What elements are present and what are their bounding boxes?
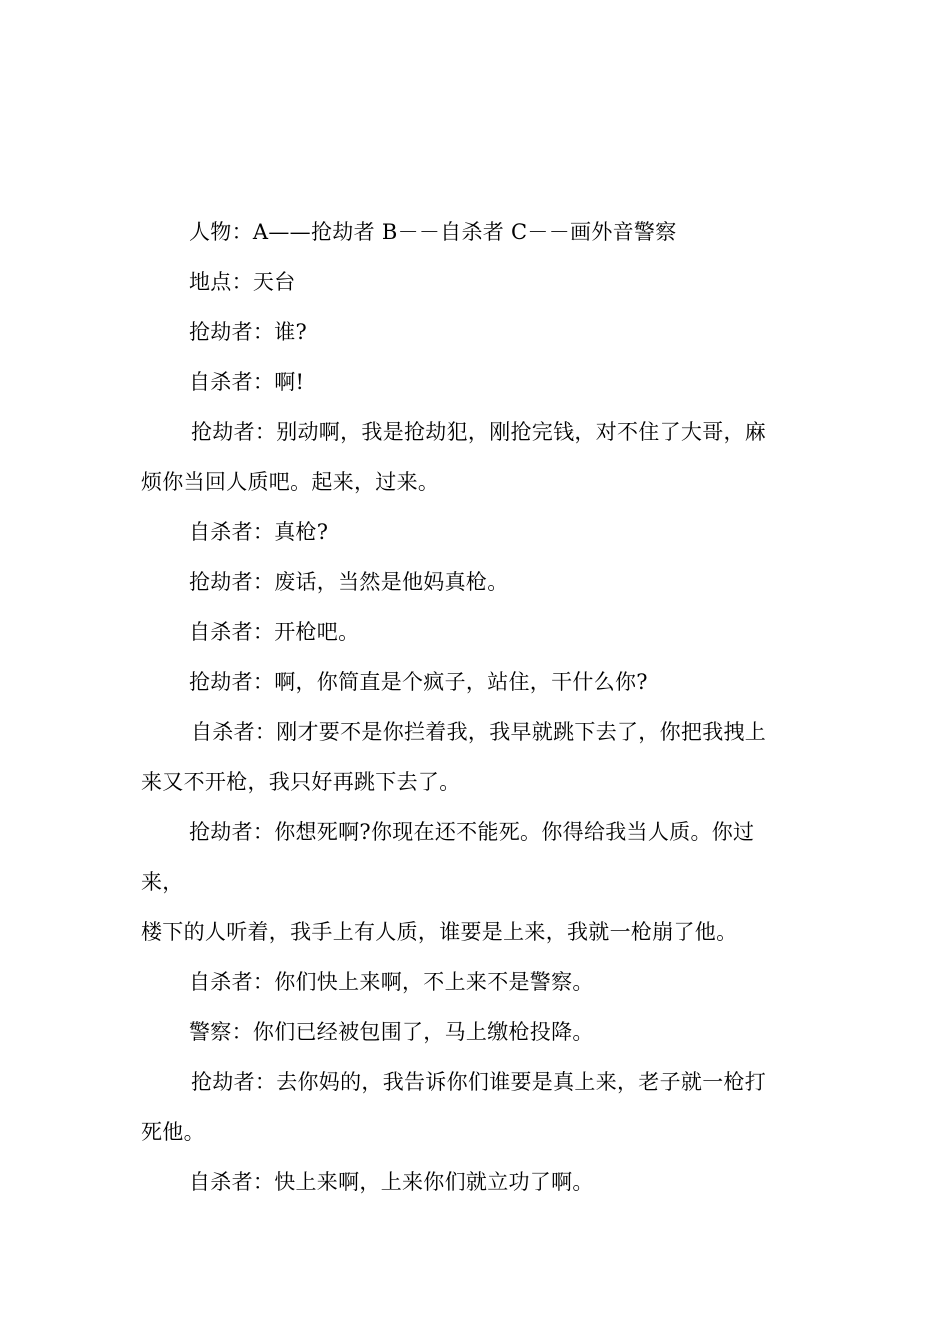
dialogue-line: 自杀者：开枪吧。 — [189, 620, 360, 644]
cast-line: 人物：A——抢劫者 B－－自杀者 C－－画外音警察 — [189, 220, 677, 244]
dialogue-continuation: 楼下的人听着，我手上有人质，谁要是上来，我就一枪崩了他。 — [141, 920, 738, 944]
dialogue-line: 抢劫者：谁? — [189, 320, 308, 344]
dialogue-line: 自杀者：你们快上来啊，不上来不是警察。 — [189, 970, 594, 994]
location-line: 地点：天台 — [189, 270, 296, 294]
dialogue-line: 抢劫者：别动啊，我是抢劫犯，刚抢完钱，对不住了大哥，麻 — [191, 420, 767, 444]
dialogue-line: 自杀者：快上来啊，上来你们就立功了啊。 — [189, 1170, 594, 1194]
dialogue-line: 抢劫者：废话，当然是他妈真枪。 — [189, 570, 509, 594]
dialogue-line: 警察：你们已经被包围了，马上缴枪投降。 — [189, 1020, 594, 1044]
dialogue-line: 抢劫者：你想死啊?你现在还不能死。你得给我当人质。你过 — [189, 820, 755, 844]
dialogue-continuation: 死他。 — [141, 1120, 205, 1144]
dialogue-line: 自杀者：啊! — [189, 370, 305, 394]
dialogue-line: 自杀者：真枪? — [189, 520, 329, 544]
dialogue-continuation: 烦你当回人质吧。起来，过来。 — [141, 470, 440, 494]
dialogue-line: 抢劫者：啊，你简直是个疯子，站住，干什么你? — [189, 670, 648, 694]
dialogue-continuation: 来， — [141, 870, 184, 894]
dialogue-continuation: 来又不开枪，我只好再跳下去了。 — [141, 770, 461, 794]
dialogue-line: 抢劫者：去你妈的，我告诉你们谁要是真上来，老子就一枪打 — [191, 1070, 767, 1094]
dialogue-line: 自杀者：刚才要不是你拦着我，我早就跳下去了，你把我拽上 — [191, 720, 767, 744]
script-body — [141, 207, 801, 1207]
